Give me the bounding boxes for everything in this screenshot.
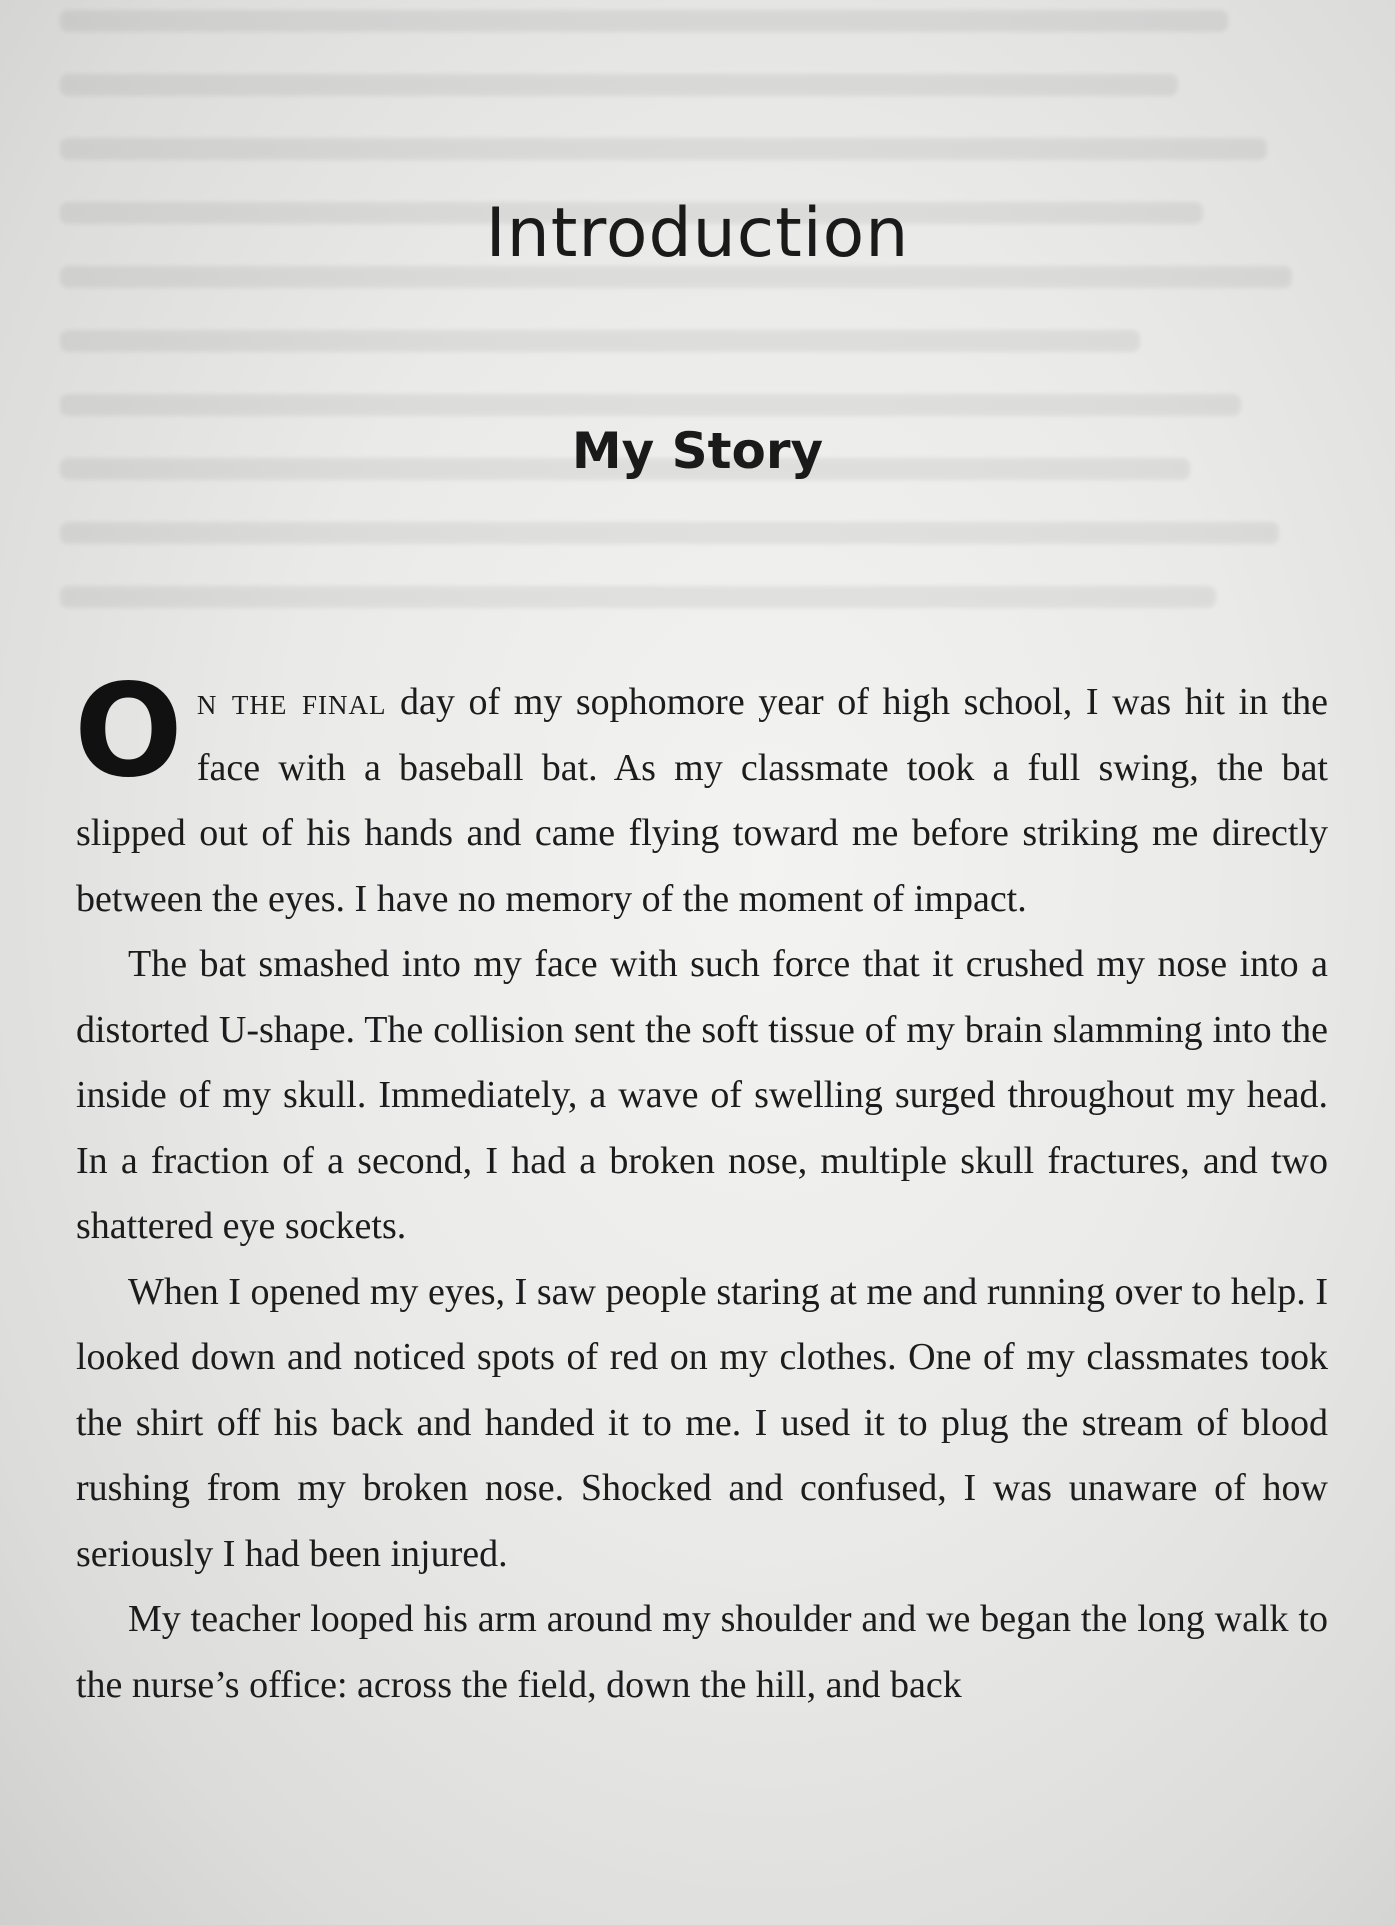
paragraph-1 [74,657,1329,932]
chapter-title: Introduction [485,193,910,273]
body-text [74,657,1329,1718]
paragraph-1-text: day of my sophomore year of high school, I was hit in the face with a baseball bat. As my classmate took a full swing, the bat slipped out of his hands and came flying toward me before striking me directly between the eyes. I have no memory of the moment of impact. [76,681,1329,920]
paragraph-3: When I opened my eyes, I saw people staring at me and running over to help. I looked down and noticed spots of red on my clothes. One of my classmates took the shirt off his back and handed it to me. I used it to plug the stream of blood rushing from my broken nose. Shocked and confused, I was unaware of how seriously I had been injured. [76,1270,1328,1575]
show-through-text [60,10,1330,710]
paragraph-4: My teacher looped his arm around my shoulder and we began the long walk to the nurse’s office: across the field, down the hill, and back [76,1598,1328,1706]
paragraph-2: The bat smashed into my face with such force that it crushed my nose into a distorted U-shape. The collision sent the soft tissue of my brain slamming into the inside of my skull. Immediately, a wave of swelling surged throughout my head. In a fraction of a second, I had a broken nose, multiple skull fractures, and two shattered eye sockets. [76,943,1328,1247]
section-title: My Story [571,421,824,480]
opening-small-caps: n the final [196,681,387,723]
drop-cap: O [74,657,183,806]
